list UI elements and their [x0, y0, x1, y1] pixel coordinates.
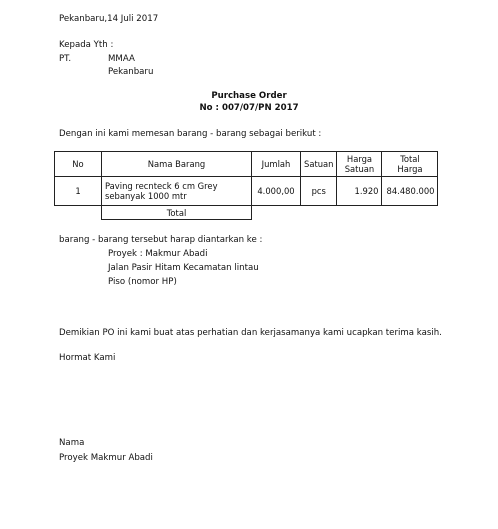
cell-no: 1 [55, 177, 102, 206]
total-spacer [382, 206, 438, 220]
delivery-intro: barang - barang tersebut harap diantarkan ke : [59, 235, 263, 245]
header-total-harga: Total Harga [382, 152, 438, 177]
cell-harga-satuan: 1.920 [337, 177, 382, 206]
closing-text: Demikian PO ini kami buat atas perhatian dan kerjasamanya kami ucapkan terima kasih. [59, 328, 442, 338]
place-date: Pekanbaru,14 Juli 2017 [59, 14, 159, 24]
total-spacer [55, 206, 102, 220]
total-spacer [252, 206, 301, 220]
cell-total-harga: 84.480.000 [382, 177, 438, 206]
cell-nama-barang: Paving recnteck 6 cm Grey sebanyak 1000 mtr [102, 177, 252, 206]
header-no: No [55, 152, 102, 177]
recipient-name: MMAA [108, 54, 135, 64]
table-row [55, 177, 438, 206]
header-jumlah: Jumlah [252, 152, 301, 177]
signature-name: Nama [59, 438, 85, 448]
delivery-proyek: Proyek : Makmur Abadi [108, 249, 208, 259]
hormat-kami: Hormat Kami [59, 353, 116, 363]
order-table [54, 151, 438, 220]
signature-company: Proyek Makmur Abadi [59, 453, 153, 463]
header-nama-barang: Nama Barang [102, 152, 252, 177]
cell-jumlah: 4.000,00 [252, 177, 301, 206]
total-spacer [337, 206, 382, 220]
delivery-address-line-1: Jalan Pasir Hitam Kecamatan lintau [108, 263, 259, 273]
delivery-address-line-2: Piso (nomor HP) [108, 277, 177, 287]
document-title: Purchase Order [211, 91, 287, 101]
recipient-city: Pekanbaru [108, 67, 154, 77]
total-label: Total [102, 206, 252, 220]
recipient-pt-label: PT. [59, 54, 72, 64]
document-number: No : 007/07/PN 2017 [199, 103, 299, 113]
cell-satuan: pcs [301, 177, 337, 206]
total-spacer [301, 206, 337, 220]
intro-text: Dengan ini kami memesan barang - barang sebagai berikut : [59, 129, 322, 139]
header-satuan: Satuan [301, 152, 337, 177]
recipient-kepada: Kepada Yth : [59, 40, 114, 50]
header-harga-satuan: Harga Satuan [337, 152, 382, 177]
